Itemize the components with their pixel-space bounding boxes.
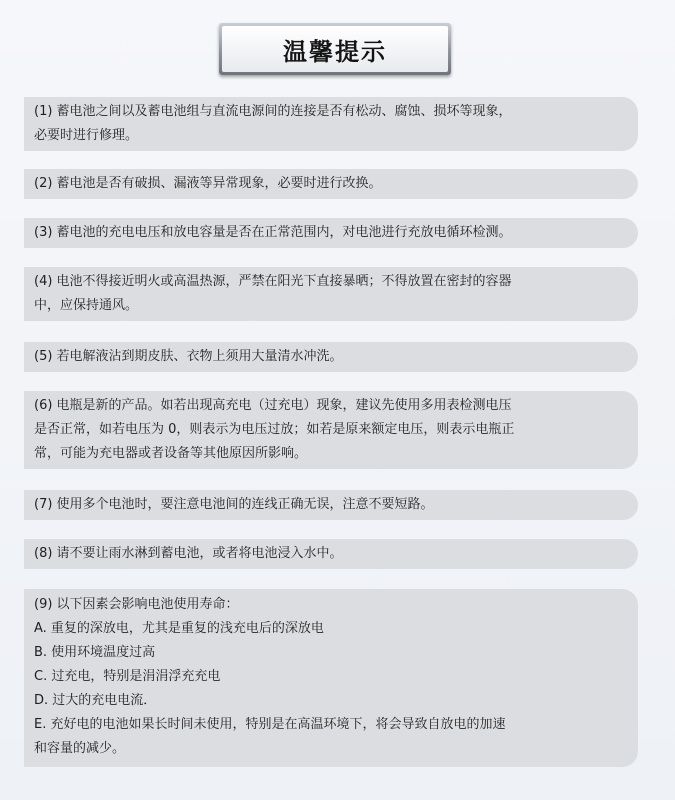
notice-line: B. 使用环境温度过高 bbox=[34, 645, 156, 660]
notice-line: 和容量的减少。 bbox=[34, 741, 126, 756]
notice-line: (5) 若电解液沾到期皮肤、衣物上须用大量清水冲洗。 bbox=[34, 349, 343, 364]
notice-item-8 bbox=[24, 539, 638, 569]
notice-line: 是否正常，如若电压为 0，则表示为电压过放；如若是原来额定电压，则表示电瓶正 bbox=[34, 422, 515, 437]
notice-line: (7) 使用多个电池时，要注意电池间的连线正确无误，注意不要短路。 bbox=[34, 497, 434, 512]
page-title: 温馨提示 bbox=[222, 26, 448, 72]
notice-item-5 bbox=[24, 342, 638, 372]
notice-item-7 bbox=[24, 490, 638, 520]
notice-item-6 bbox=[24, 391, 638, 469]
notice-item-9 bbox=[24, 589, 638, 767]
notice-line: A. 重复的深放电，尤其是重复的浅充电后的深放电 bbox=[34, 621, 324, 636]
notice-line: (2) 蓄电池是否有破损、漏液等异常现象，必要时进行改换。 bbox=[34, 176, 382, 191]
notice-line: (8) 请不要让雨水淋到蓄电池，或者将电池浸入水中。 bbox=[34, 546, 343, 561]
notice-line: (9) 以下因素会影响电池使用寿命： bbox=[34, 597, 239, 612]
notice-line: (3) 蓄电池的充电电压和放电容量是否在正常范围内，对电池进行充放电循环检测。 bbox=[34, 225, 512, 240]
notice-line: (4) 电池不得接近明火或高温热源，严禁在阳光下直接暴晒；不得放置在密封的容器 bbox=[34, 274, 512, 289]
notice-line: D. 过大的充电电流． bbox=[34, 693, 157, 708]
notice-line: (1) 蓄电池之间以及蓄电池组与直流电源间的连接是否有松动、腐蚀、损坏等现象， bbox=[34, 104, 512, 119]
notice-line: 常，可能为充电器或者设备等其他原因所影响。 bbox=[34, 446, 308, 461]
notice-item-1 bbox=[24, 97, 638, 151]
notice-item-4 bbox=[24, 267, 638, 321]
notice-line: C. 过充电，特别是涓涓浮充充电 bbox=[34, 669, 221, 684]
notice-item-3 bbox=[24, 218, 638, 248]
notice-line: 必要时进行修理。 bbox=[34, 128, 139, 143]
notice-line: E. 充好电的电池如果长时间未使用，特别是在高温环境下，将会导致自放电的加速 bbox=[34, 717, 506, 732]
title-banner bbox=[219, 23, 451, 75]
notice-line: 中，应保持通风。 bbox=[34, 298, 139, 313]
notice-line: (6) 电瓶是新的产品。如若出现高充电（过充电）现象，建议先使用多用表检测电压 bbox=[34, 398, 512, 413]
notice-item-2 bbox=[24, 169, 638, 199]
